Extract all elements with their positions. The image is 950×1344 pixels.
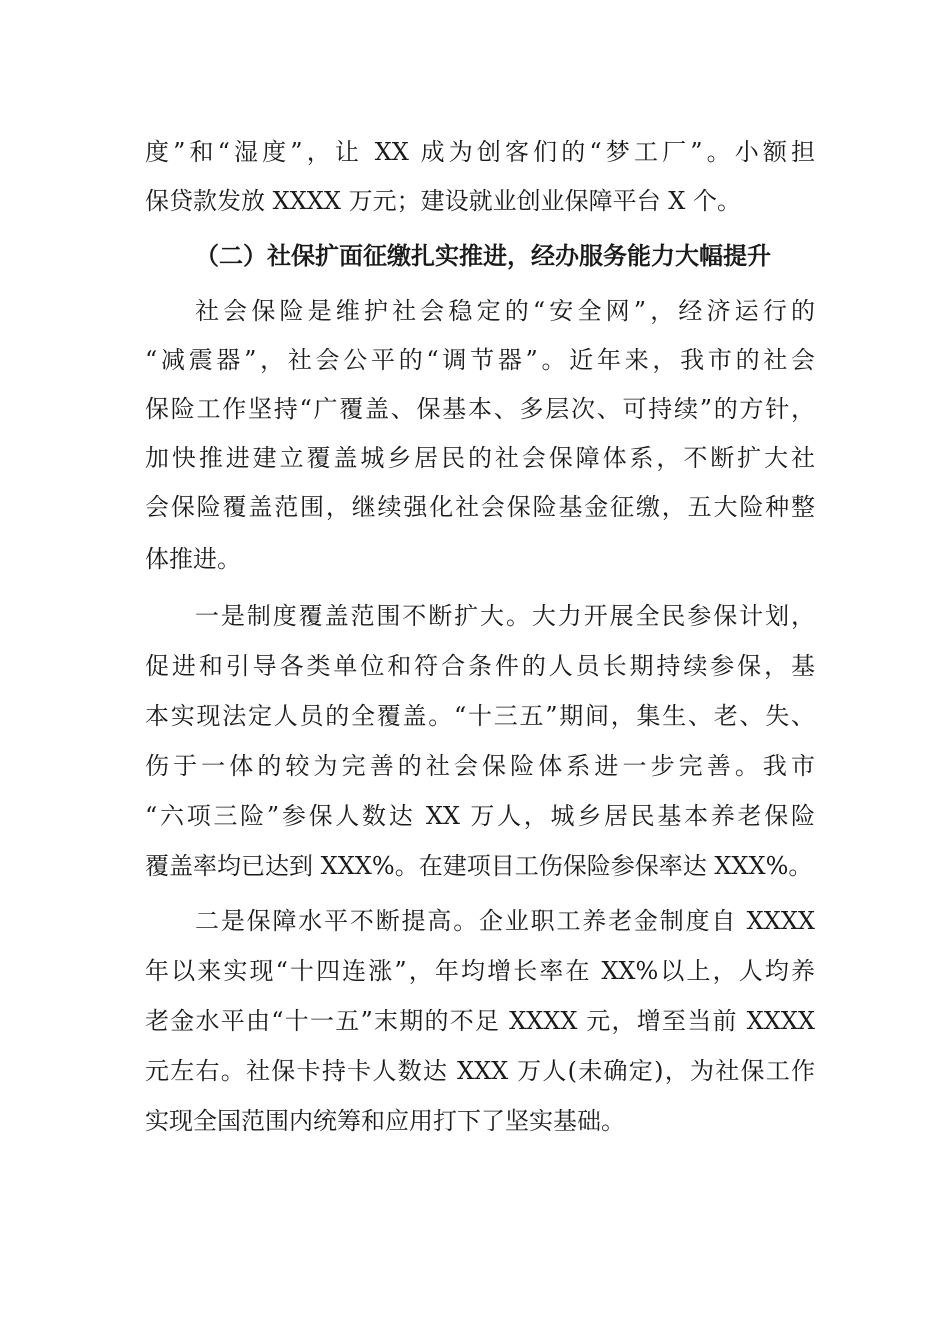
text-line: 促进和引导各类单位和符合条件的人员长期持续参保，基 bbox=[145, 652, 815, 680]
text-line: 保险工作坚持“广覆盖、保基本、多层次、可持续”的方针， bbox=[145, 395, 815, 423]
text-line: 社会保险是维护社会稳定的“安全网”，经济运行的 bbox=[195, 297, 815, 325]
section-heading: （二）社保扩面征缴扎实推进，经办服务能力大幅提升 bbox=[195, 241, 771, 270]
text-line: “减震器”，社会公平的“调节器”。近年来，我市的社会 bbox=[145, 346, 815, 374]
text-line: 老金水平由“十一五”末期的不足 XXXX 元，增至当前 XXXX bbox=[145, 1007, 815, 1035]
text-line: 保贷款发放 XXXX 万元；建设就业创业保障平台 X 个。 bbox=[145, 187, 741, 215]
text-line: 二是保障水平不断提高。企业职工养老金制度自 XXXX bbox=[195, 907, 815, 935]
text-line: 一是制度覆盖范围不断扩大。大力开展全民参保计划， bbox=[195, 602, 815, 630]
text-line: 覆盖率均已达到 XXX%。在建项目工伤保险参保率达 XXX%。 bbox=[145, 852, 813, 880]
text-line: 元左右。社保卡持卡人数达 XXX 万人(未确定)，为社保工作 bbox=[145, 1057, 815, 1085]
text-line: 实现全国范围内统筹和应用打下了坚实基础。 bbox=[145, 1107, 625, 1135]
text-line: 加快推进建立覆盖城乡居民的社会保障体系，不断扩大社 bbox=[145, 444, 815, 472]
text-line: 会保险覆盖范围，继续强化社会保险基金征缴，五大险种整 bbox=[145, 493, 815, 521]
text-line: “六项三险”参保人数达 XX 万人，城乡居民基本养老保险 bbox=[145, 802, 815, 830]
text-line: 体推进。 bbox=[145, 545, 241, 573]
text-line: 伤于一体的较为完善的社会保险体系进一步完善。我市 bbox=[145, 752, 815, 780]
text-line: 本实现法定人员的全覆盖。“十三五”期间，集生、老、失、 bbox=[145, 702, 815, 730]
text-line: 年以来实现“十四连涨”，年均增长率在 XX%以上，人均养 bbox=[145, 957, 815, 985]
text-line: 度”和“湿度”，让 XX 成为创客们的“梦工厂”。小额担 bbox=[145, 138, 815, 166]
